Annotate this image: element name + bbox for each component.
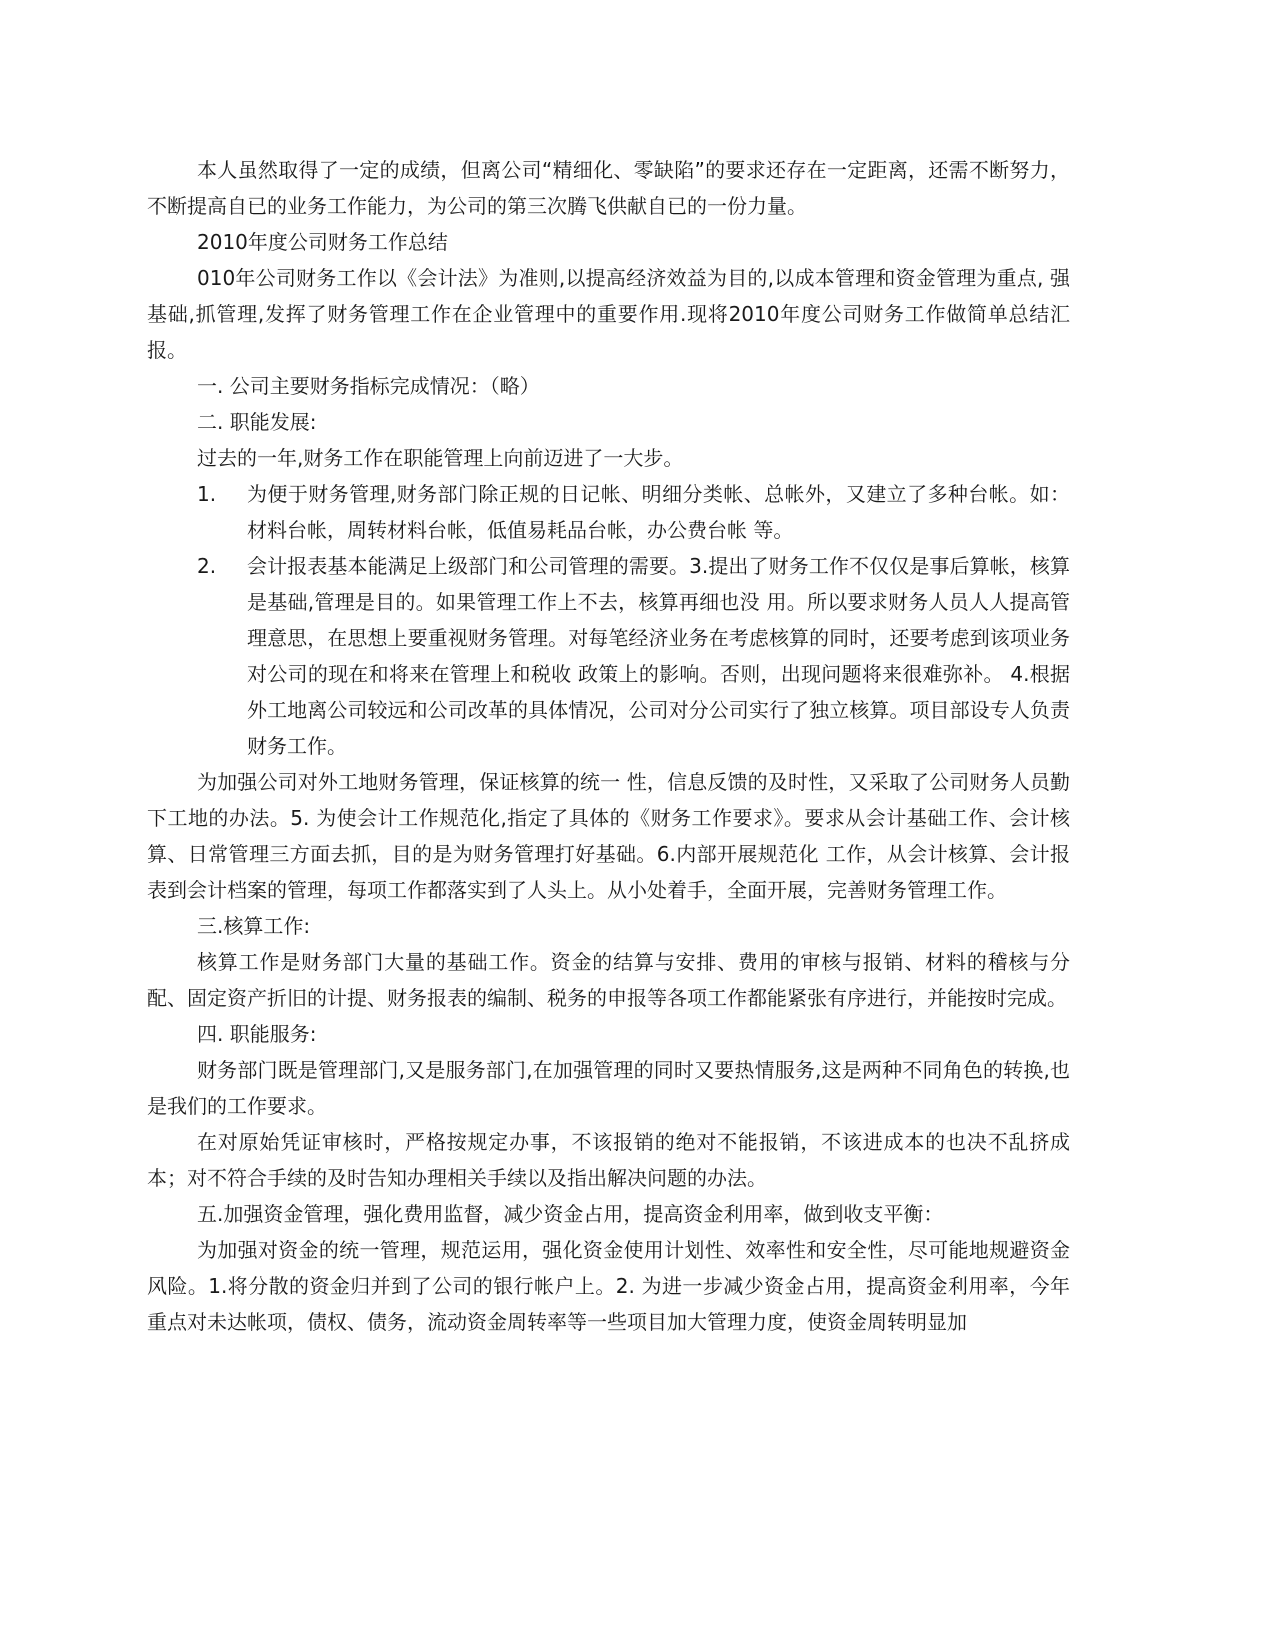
paragraph-service: 财务部门既是管理部门,又是服务部门,在加强管理的同时又要热情服务,这是两种不同角色的转换,也是我们的工作要求。 [147, 1058, 1070, 1118]
paragraph-fund-management: 为加强对资金的统一管理，规范运用，强化资金使用计划性、效率性和安全性，尽可能地规避资金风险。1.将分散的资金归并到了公司的银行帐户上。2. 为进一步减少资金占用，提高资金利用率，今年重点对未达帐项，债权、债务，流动资金周转率等一些项目加大管理力度，使资金周转明显加 [147, 1238, 1070, 1334]
paragraph-intro: 010年公司财务工作以《会计法》为准则,以提高经济效益为目的,以成本管理和资金管理为重点, 强基础,抓管理,发挥了财务管理工作在企业管理中的重要作用.现将2010年度公司财务工作做简单总结汇报。 [147, 266, 1070, 362]
section-heading-4: 四. 职能服务: [197, 1022, 317, 1046]
paragraph-conclusion: 本人虽然取得了一定的成绩，但离公司“精细化、零缺陷”的要求还存在一定距离，还需不断努力，不断提高自已的业务工作能力，为公司的第三次腾飞供献自已的一份力量。 [147, 158, 1070, 218]
paragraph-progress: 过去的一年,财务工作在职能管理上向前迈进了一大步。 [197, 446, 684, 470]
section-heading-1: 一. 公司主要财务指标完成情况：（略） [197, 374, 540, 398]
section-heading-5: 五.加强资金管理，强化费用监督，减少资金占用，提高资金利用率，做到收支平衡： [197, 1202, 944, 1226]
paragraph-accounting: 核算工作是财务部门大量的基础工作。资金的结算与安排、费用的审核与报销、材料的稽核与分配、固定资产折旧的计提、财务报表的编制、税务的申报等各项工作都能紧张有序进行，并能按时完成。 [147, 950, 1070, 1010]
list-item-number: 1. [197, 482, 217, 506]
section-heading-2: 二. 职能发展: [197, 410, 317, 434]
paragraph-voucher-review: 在对原始凭证审核时，严格按规定办事，不该报销的绝对不能报销，不该进成本的也决不乱挤成本；对不符合手续的及时告知办理相关手续以及指出解决问题的办法。 [147, 1130, 1070, 1190]
list-item [147, 476, 1070, 548]
list-item-text: 为便于财务管理,财务部门除正规的日记帐、明细分类帐、总帐外，又建立了多种台帐。如：材料台帐，周转材料台帐，低值易耗品台帐，办公费台帐 等。 [247, 482, 1070, 542]
document-title: 2010年度公司财务工作总结 [197, 230, 448, 254]
section-heading-3: 三.核算工作: [197, 914, 311, 938]
numbered-list [147, 476, 1070, 764]
list-item [147, 548, 1070, 764]
list-item-text: 会计报表基本能满足上级部门和公司管理的需要。3.提出了财务工作不仅仅是事后算帐，核算是基础,管理是目的。如果管理工作上不去，核算再细也没 用。所以要求财务人员人人提高管理意思，在思想上要重视财务管理。对每笔经济业务在考虑核算的同时，还要考虑到该项业务对公司的现在和将来在管理上和税收 政策上的影响。否则，出现问题将来很难弥补。 4.根据外工地离公司较远和公司改革的具体情况，公司对分公司实行了独立核算。项目部设专人负责财务工作。 [247, 554, 1070, 758]
list-item-number: 2. [197, 554, 217, 578]
paragraph-site-management: 为加强公司对外工地财务管理，保证核算的统一 性，信息反馈的及时性，又采取了公司财务人员勤下工地的办法。5. 为使会计工作规范化,指定了具体的《财务工作要求》。要求从会计基础工作、会计核算、日常管理三方面去抓，目的是为财务管理打好基础。6.内部开展规范化 工作，从会计核算、会计报表到会计档案的管理，每项工作都落实到了人头上。从小处着手，全面开展，完善财务管理工作。 [147, 770, 1070, 902]
